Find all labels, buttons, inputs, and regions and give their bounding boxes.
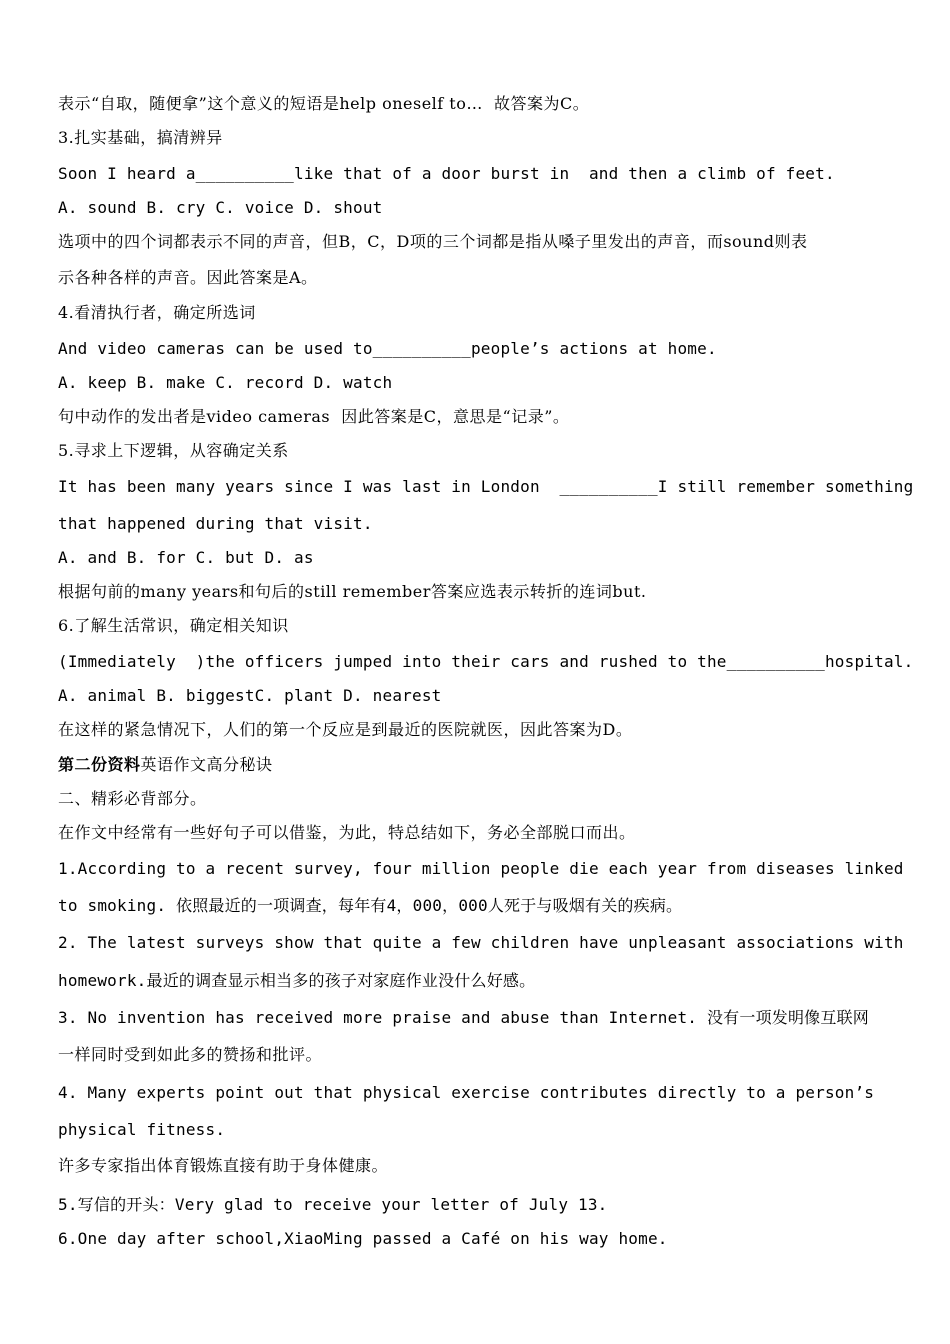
example-sentence: 6.One day after school,XiaoMing passed a Café on his way home. [58,1229,668,1248]
section-heading: 4.看清执行者，确定所选词 [58,303,256,322]
example-translation: 许多专家指出体育锻炼直接有助于身体健康。 [58,1156,389,1175]
explanation-line: 选项中的四个词都表示不同的声音，但B，C，D项的三个词都是指从嗓子里发出的声音，而sound则表 [58,232,808,251]
heading-title: 英语作文高分秘诀 [140,755,273,774]
example-sentence: 2. The latest surveys show that quite a few children have unpleasant associations with [58,933,904,952]
question-sentence: Soon I heard a__________like that of a door burst in and then a climb of feet. [58,164,835,183]
explanation-line: 根据句前的many years和句后的still remember答案应选表示转折的连词but. [58,582,647,601]
section-heading: 6.了解生活常识，确定相关知识 [58,616,289,635]
example-sentence: to smoking. 依照最近的一项调查，每年有4，000，000人死于与吸烟有关的疾病。 [58,896,683,915]
section-heading: 3.扎实基础，搞清辨异 [58,128,223,147]
question-sentence: It has been many years since I was last in London __________I still remember something [58,477,914,496]
section-heading: 5.寻求上下逻辑，从容确定关系 [58,441,289,460]
answer-options: A. keep B. make C. record D. watch [58,373,393,392]
explanation-line: 在这样的紧急情况下，人们的第一个反应是到最近的医院就医，因此答案为D。 [58,720,633,739]
intro-line: 在作文中经常有一些好句子可以借鉴，为此，特总结如下，务必全部脱口而出。 [58,823,636,842]
heading-bold-part: 第二份资料 [58,755,141,774]
question-sentence: (Immediately )the officers jumped into their cars and rushed to the__________hospital. [58,652,914,671]
example-sentence: 4. Many experts point out that physical exercise contributes directly to a person’s [58,1083,875,1102]
explanation-line: 示各种各样的声音。因此答案是A。 [58,268,318,287]
example-sentence: 3. No invention has received more praise and abuse than Internet. 没有一项发明像互联网 [58,1008,869,1027]
explanation-line: 句中动作的发出者是video cameras 因此答案是C，意思是“记录”。 [58,407,570,426]
answer-options: A. sound B. cry C. voice D. shout [58,198,383,217]
text-line: 表示“自取，随便拿”这个意义的短语是help oneself to… 故答案为C。 [58,94,590,113]
example-sentence: 1.According to a recent survey, four million people die each year from diseases linked [58,859,904,878]
answer-options: A. animal B. biggestC. plant D. nearest [58,686,442,705]
example-sentence: 5.写信的开头：Very glad to receive your letter of July 13. [58,1195,608,1214]
question-sentence: that happened during that visit. [58,514,373,533]
section-heading: 二、精彩必背部分。 [58,789,207,808]
example-sentence: physical fitness. [58,1120,226,1139]
answer-options: A. and B. for C. but D. as [58,548,314,567]
question-sentence: And video cameras can be used to__________people’s actions at home. [58,339,717,358]
example-sentence: homework.最近的调查显示相当多的孩子对家庭作业没什么好感。 [58,971,536,990]
example-sentence: 一样同时受到如此多的赞扬和批评。 [58,1045,323,1064]
document-heading [58,755,910,775]
